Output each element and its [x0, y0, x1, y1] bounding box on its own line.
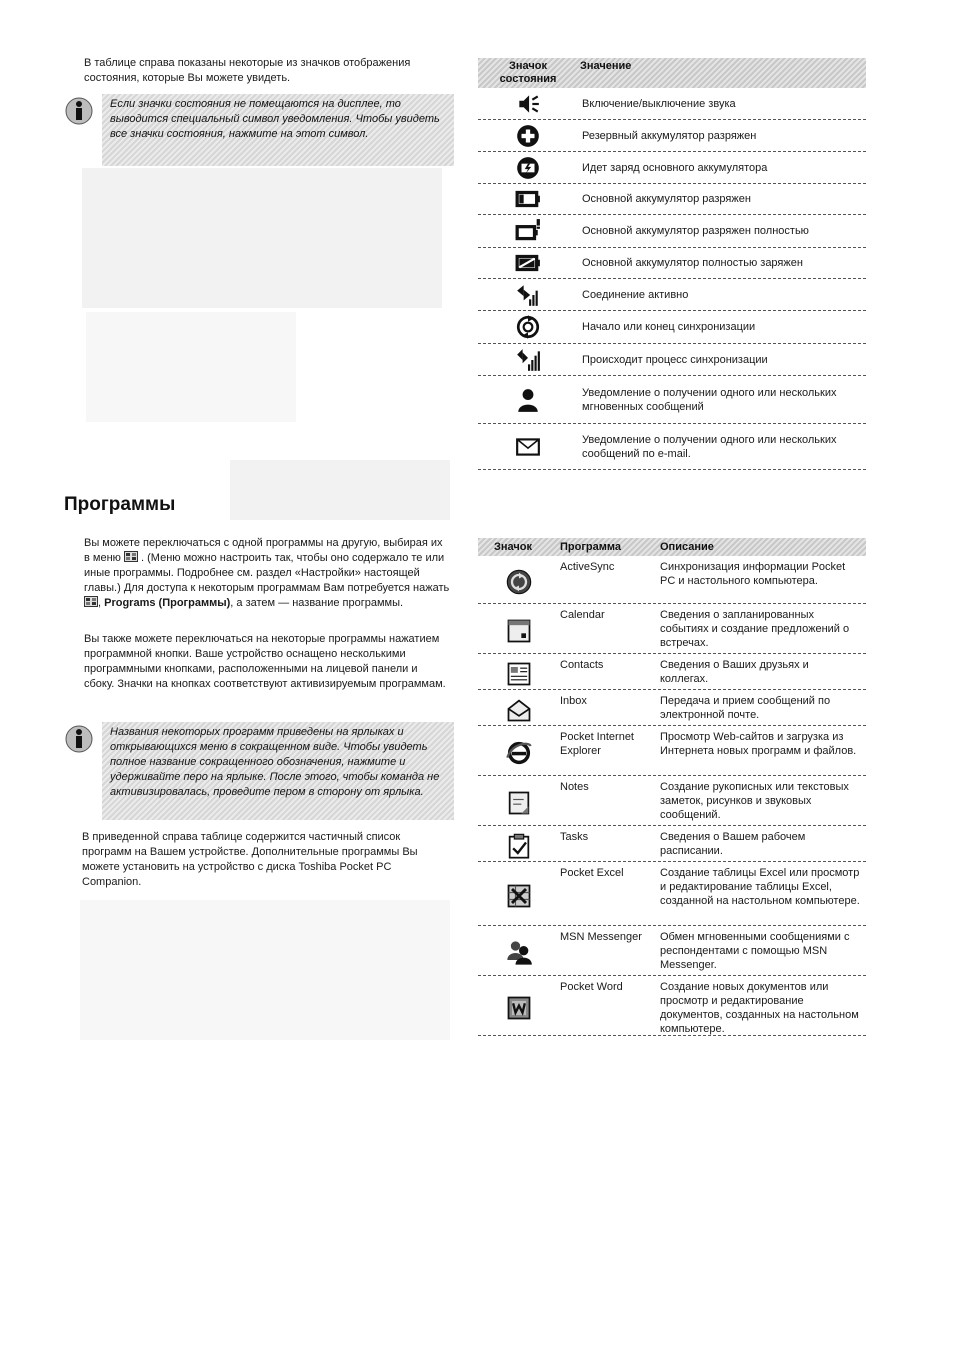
status-table-row — [478, 215, 866, 248]
program-description: Сведения о Ваших друзьях и коллегах. — [660, 659, 809, 685]
status-meaning: Соединение активно — [582, 288, 689, 301]
status-meaning: Идет заряд основного аккумулятора — [582, 161, 768, 174]
status-icon-cell — [478, 314, 578, 340]
program-table-row — [478, 976, 866, 1036]
para1-part-b: . (Меню можно настроить так, чтобы оно содержало те или иные программы. Подробнее см. раздел «Настройки» настоящей главы.) Для доступа к некоторым программам Вам потребуется нажать — [84, 552, 450, 594]
battery-full-icon — [515, 250, 541, 276]
program-name: Pocket Excel — [560, 867, 624, 879]
header-icon: Значок — [494, 540, 532, 553]
status-icon-cell — [478, 218, 578, 244]
program-name: Tasks — [560, 831, 589, 843]
intro-text: В таблице справа показаны некоторые из значков отображения состояния, которые Вы можете увидеть. — [84, 57, 411, 84]
program-table-row — [478, 690, 866, 726]
header-description: Описание — [660, 540, 714, 553]
notes-icon — [505, 789, 533, 817]
program-description: Передача и прием сообщений по электронной почте. — [660, 695, 831, 721]
bleed-through — [230, 460, 450, 520]
tasks-icon — [505, 832, 533, 860]
program-name: Pocket Internet Explorer — [560, 731, 634, 757]
activesync-icon — [505, 568, 533, 596]
backup-battery-low-icon — [515, 123, 541, 149]
speaker-icon — [515, 91, 541, 117]
info-note — [64, 94, 454, 166]
program-table-row — [478, 926, 866, 976]
status-icon-cell — [478, 347, 578, 373]
programs-paragraph-3: В приведенной справа таблице содержится частичный список программ на Вашем устройстве. Дополнительные программы Вы можете установить на устройство с диска Toshiba Pocket PC Companion. — [82, 831, 418, 888]
email-icon — [515, 434, 541, 460]
pocket-word-icon — [505, 994, 533, 1022]
bleed-through — [80, 900, 450, 1040]
programs-table — [478, 538, 866, 1036]
connection-active-icon — [515, 282, 541, 308]
programs-menu-label: Programs (Программы) — [104, 597, 231, 609]
program-description: Сведения о Вашем рабочем расписании. — [660, 831, 806, 857]
program-table-row — [478, 556, 866, 604]
status-icon-cell — [478, 282, 578, 308]
info-note-2 — [64, 722, 454, 820]
calendar-icon — [505, 617, 533, 645]
program-description: Просмотр Web-сайтов и загрузка из Интернета новых программ и файлов. — [660, 731, 857, 757]
program-icon-cell — [478, 780, 560, 825]
program-icon-cell — [478, 730, 560, 775]
status-table-row — [478, 120, 866, 152]
program-table-row — [478, 604, 866, 654]
status-meaning: Резервный аккумулятор разряжен — [582, 129, 757, 142]
program-icon-cell — [478, 694, 560, 725]
start-menu-icon — [124, 551, 138, 562]
program-description: Синхронизация информации Pocket PC и настольного компьютера. — [660, 561, 846, 587]
status-meaning: Уведомление о получении одного или нескольких мгновенных сообщений — [582, 386, 837, 413]
status-table-row — [478, 424, 866, 470]
inbox-icon — [505, 696, 533, 724]
status-meaning: Основной аккумулятор разряжен — [582, 193, 751, 205]
status-table-row — [478, 344, 866, 376]
status-icons-table — [478, 58, 866, 470]
battery-low-icon — [515, 186, 541, 212]
status-icon-cell — [478, 387, 578, 413]
program-icon-cell — [478, 980, 560, 1035]
programs-paragraph-1 — [84, 536, 450, 611]
program-name: ActiveSync — [560, 561, 615, 573]
pocket-internet-explorer-icon — [505, 739, 533, 767]
programs-table-header — [478, 538, 866, 556]
program-table-row — [478, 654, 866, 690]
header-program: Программа — [560, 540, 622, 553]
program-name: MSN Messenger — [560, 931, 642, 943]
status-table-row — [478, 279, 866, 311]
header-meaning: Значение — [580, 60, 632, 72]
program-icon-cell — [478, 930, 560, 975]
start-menu-icon — [84, 596, 98, 607]
program-table-row — [478, 776, 866, 826]
status-table-row — [478, 311, 866, 344]
info-note-2-text: Названия некоторых программ приведены на ярлыках и открывающихся меню в сокращенном виде. Чтобы увидеть полное название сокращенного обозначения, нажмите и удерживайте перо на ярлыке. После этого, чтобы команда не активизировалась, проведите пером в сторону от ярлыка. — [102, 722, 454, 820]
info-note-text: Если значки состояния не помещаются на дисплее, то выводится специальный символ уведомления. Чтобы увидеть все значки состояния, нажмите на этот символ. — [102, 94, 454, 166]
program-name: Calendar — [560, 609, 605, 621]
program-description: Обмен мгновенными сообщениями с респондентами с помощью MSN Messenger. — [660, 931, 850, 971]
programs-heading: Программы — [64, 494, 176, 515]
program-icon-cell — [478, 560, 560, 603]
sync-progress-icon — [515, 347, 541, 373]
battery-charging-icon — [515, 155, 541, 181]
battery-empty-icon — [515, 218, 541, 244]
status-meaning: Начало или конец синхронизации — [582, 321, 756, 333]
programs-paragraph-2: Вы также можете переключаться на некоторые программы нажатием программной кнопки. Ваше устройство оснащено несколькими программными кнопками, расположенными на лицевой панели и сбоку. Значки на кнопках соответствуют активизируемым программам. — [84, 633, 446, 690]
program-name: Notes — [560, 781, 589, 793]
status-meaning: Основной аккумулятор разряжен полностью — [582, 225, 809, 237]
program-description: Создание новых документов или просмотр и редактирование документов, созданных на настольном компьютере. — [660, 981, 859, 1035]
status-meaning: Включение/выключение звука — [582, 97, 736, 110]
status-table-header — [478, 58, 866, 88]
status-table-row — [478, 248, 866, 279]
program-name: Inbox — [560, 695, 587, 707]
bleed-through — [86, 312, 296, 422]
status-icon-cell — [478, 186, 578, 212]
status-table-row — [478, 184, 866, 215]
info-icon — [64, 724, 94, 754]
pocket-excel-icon — [505, 882, 533, 910]
program-icon-cell — [478, 608, 560, 653]
status-table-row — [478, 152, 866, 184]
status-meaning: Уведомление о получении одного или нескольких сообщений по e-mail. — [582, 433, 837, 460]
status-meaning: Происходит процесс синхронизации — [582, 353, 768, 366]
status-icon-cell — [478, 250, 578, 276]
bleed-through — [82, 168, 442, 308]
status-table-row — [478, 88, 866, 120]
info-icon — [64, 96, 94, 126]
para1-part-d: , а затем — название программы. — [230, 597, 404, 609]
program-description: Создание таблицы Excel или просмотр и редактирование таблицы Excel, созданной на настольном компьютере. — [660, 867, 860, 907]
program-table-row — [478, 826, 866, 862]
program-table-row — [478, 726, 866, 776]
program-icon-cell — [478, 866, 560, 925]
program-description: Создание рукописных или текстовых заметок, рисунков и звуковых сообщений. — [660, 781, 849, 821]
contacts-icon — [505, 660, 533, 688]
msn-messenger-icon — [505, 939, 533, 967]
instant-message-icon — [515, 387, 541, 413]
program-description: Сведения о запланированных событиях и создание предложений о встречах. — [660, 609, 850, 649]
status-table-row — [478, 376, 866, 424]
program-icon-cell — [478, 658, 560, 689]
status-meaning: Основной аккумулятор полностью заряжен — [582, 257, 803, 269]
program-icon-cell — [478, 830, 560, 861]
program-table-row — [478, 862, 866, 926]
status-icon-cell — [478, 434, 578, 460]
header-status-icon: Значок состояния — [499, 60, 557, 85]
status-icon-cell — [478, 155, 578, 181]
program-name: Pocket Word — [560, 981, 623, 993]
status-icon-cell — [478, 91, 578, 117]
status-icon-cell — [478, 123, 578, 149]
para1-part-c: , — [98, 597, 102, 609]
sync-icon — [515, 314, 541, 340]
program-name: Contacts — [560, 659, 604, 671]
para1-part-a: Вы можете переключаться с одной программы на другую, выбирая их в меню — [84, 537, 443, 564]
